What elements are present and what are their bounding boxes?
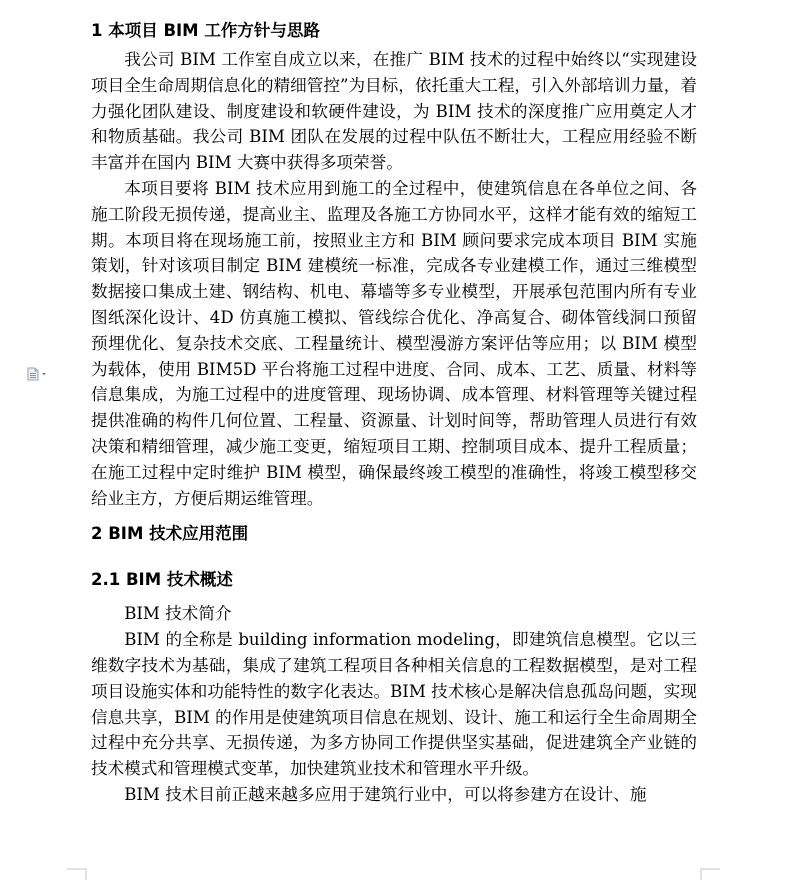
document-body [91,18,697,808]
page-margin-corner-mark [700,868,720,880]
document-options-icon[interactable] [27,367,49,381]
section-2-1-paragraph-2: BIM 技术目前正越来越多应用于建筑行业中，可以将参建方在设计、施 [124,784,647,804]
page-margin-corner-mark [67,868,87,880]
section-2-1-subtitle: BIM 技术简介 [124,604,232,624]
section-1-paragraph-1: 我公司 BIM 工作室自成立以来，在推广 BIM 技术的过程中始终以“实现建设项目全生命周期信息化的精细管控”为目标，依托重大工程，引入外部培训力量，着力强化团队建设、制度建设和软硬件建设，为 BIM 技术的深度推广应用奠定人才和物质基础。我公司 BIM 团队在发展的过程中队伍不断壮大，工程应用经验不断丰富并在国内 BIM 大赛中获得多项荣誉。 [91,50,697,173]
section-1-paragraph-2: 本项目要将 BIM 技术应用到施工的全过程中，使建筑信息在各单位之间、各施工阶段无损传递，提高业主、监理及各施工方协同水平，这样才能有效的缩短工期。本项目将在现场施工前，按照业主方和 BIM 顾问要求完成本项目 BIM 实施策划，针对该项目制定 BIM 建模统一标准，完成各专业建模工作，通过三维模型数据接口集成土建、钢结构、机电、幕墙等多专业模型，开展承包范围内所有专业图纸深化设计、4D 仿真施工模拟、管线综合优化、净高复合、砌体管线洞口预留预埋优化、复杂技术交底、工程量统计、模型漫游方案评估等应用；以 BIM 模型为载体，使用 BIM5D 平台将施工过程中进度、合同、成本、工艺、质量、材料等信息集成，为施工过程中的进度管理、现场协调、成本管理、材料管理等关键过程提供准确的构件几何位置、工程量、资源量、计划时间等，帮助管理人员进行有效决策和精细管理，减少施工变更，缩短项目工期、控制项目成本、提升工程质量；在施工过程中定时维护 BIM 模型，确保最终竣工模型的准确性，将竣工模型移交给业主方，方便后期运维管理。 [91,178,697,508]
section-2-1-paragraph-1: BIM 的全称是 building information modeling，即建筑信息模型。它以三维数字技术为基础，集成了建筑工程项目各种相关信息的工程数据模型，是对工程项目设施实体和功能特性的数字化表达。BIM 技术核心是解决信息孤岛问题，实现信息共享，BIM 的作用是使建筑项目信息在规划、设计、施工和运行全生命周期全过程中充分共享、无损传递，为多方协同工作提供坚实基础，促进建筑全产业链的技术模式和管理模式变革，加快建筑业技术和管理水平升级。 [91,630,697,779]
section-1-heading: 1 本项目 BIM 工作方针与思路 [91,21,320,40]
section-2-heading: 2 BIM 技术应用范围 [91,524,249,544]
section-2-1-heading: 2.1 BIM 技术概述 [91,570,233,590]
